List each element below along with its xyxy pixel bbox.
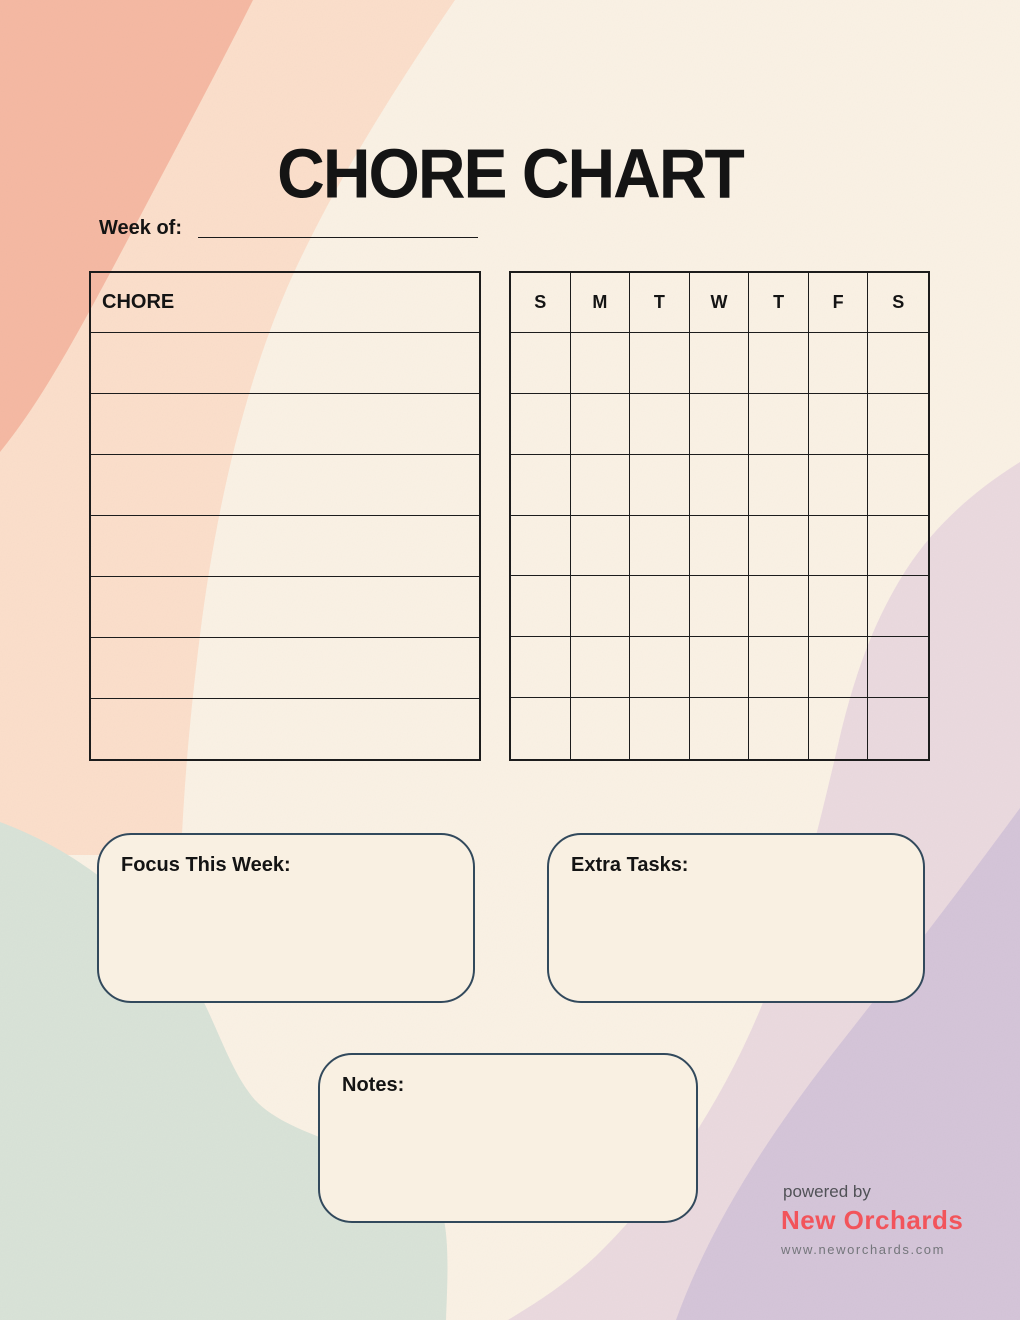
day-cell[interactable] <box>690 698 750 759</box>
chore-rows <box>91 333 479 759</box>
day-cell[interactable] <box>571 455 631 516</box>
day-cell[interactable] <box>571 698 631 759</box>
day-cell[interactable] <box>868 394 928 455</box>
day-cell[interactable] <box>749 394 809 455</box>
footer-branding <box>781 1182 963 1257</box>
day-cell[interactable] <box>571 394 631 455</box>
day-cell[interactable] <box>511 576 571 637</box>
day-cell[interactable] <box>630 637 690 698</box>
day-cell[interactable] <box>511 637 571 698</box>
day-cell[interactable] <box>511 698 571 759</box>
day-cell[interactable] <box>749 698 809 759</box>
day-cell[interactable] <box>630 455 690 516</box>
day-header-cell: W <box>690 273 750 333</box>
chore-row[interactable] <box>91 394 479 455</box>
day-cell[interactable] <box>511 516 571 577</box>
day-cell[interactable] <box>630 516 690 577</box>
days-grid <box>509 271 930 761</box>
day-header-cell: T <box>630 273 690 333</box>
day-header-cell: S <box>868 273 928 333</box>
day-cell[interactable] <box>690 516 750 577</box>
chore-row[interactable] <box>91 577 479 638</box>
day-cell[interactable] <box>511 455 571 516</box>
day-cell[interactable] <box>749 637 809 698</box>
day-cell[interactable] <box>809 516 869 577</box>
day-cell[interactable] <box>868 637 928 698</box>
day-cell[interactable] <box>630 333 690 394</box>
day-header-cell: F <box>809 273 869 333</box>
day-cell[interactable] <box>809 333 869 394</box>
brand-name: New Orchards <box>781 1205 964 1235</box>
day-cell[interactable] <box>571 576 631 637</box>
day-cell[interactable] <box>749 516 809 577</box>
page-title: CHORE CHART <box>277 133 743 213</box>
day-cell[interactable] <box>571 516 631 577</box>
day-cell[interactable] <box>868 455 928 516</box>
extra-tasks-box[interactable] <box>547 833 925 1003</box>
day-cell[interactable] <box>868 576 928 637</box>
day-cell[interactable] <box>809 698 869 759</box>
notes-label: Notes: <box>342 1074 405 1096</box>
day-cell[interactable] <box>868 698 928 759</box>
chore-row[interactable] <box>91 638 479 699</box>
day-cell[interactable] <box>749 455 809 516</box>
chore-column-header: CHORE <box>91 273 479 333</box>
chore-table <box>89 271 481 761</box>
day-cell[interactable] <box>809 394 869 455</box>
day-cell[interactable] <box>630 394 690 455</box>
chore-row[interactable] <box>91 455 479 516</box>
day-cell[interactable] <box>630 576 690 637</box>
website-text: www.neworchards.com <box>781 1242 946 1257</box>
chore-row[interactable] <box>91 699 479 759</box>
day-cell[interactable] <box>511 394 571 455</box>
day-cell[interactable] <box>868 516 928 577</box>
notes-box[interactable] <box>318 1053 698 1223</box>
day-cell[interactable] <box>809 455 869 516</box>
day-cell[interactable] <box>571 333 631 394</box>
day-cell[interactable] <box>690 576 750 637</box>
focus-this-week-box[interactable] <box>97 833 475 1003</box>
powered-by-text: powered by <box>783 1182 871 1201</box>
extra-tasks-label: Extra Tasks: <box>571 854 689 876</box>
day-cell[interactable] <box>690 455 750 516</box>
day-cell[interactable] <box>809 576 869 637</box>
day-cell[interactable] <box>809 637 869 698</box>
chore-row[interactable] <box>91 516 479 577</box>
focus-this-week-label: Focus This Week: <box>121 854 291 876</box>
day-cell[interactable] <box>690 333 750 394</box>
day-cell[interactable] <box>690 637 750 698</box>
day-cell[interactable] <box>630 698 690 759</box>
day-cell[interactable] <box>511 333 571 394</box>
day-cell[interactable] <box>690 394 750 455</box>
week-of-fill-line[interactable] <box>198 212 478 238</box>
day-cell[interactable] <box>749 333 809 394</box>
day-cell[interactable] <box>868 333 928 394</box>
week-of-label: Week of: <box>99 217 182 239</box>
chore-row[interactable] <box>91 333 479 394</box>
day-cell[interactable] <box>571 637 631 698</box>
day-header-cell: S <box>511 273 571 333</box>
day-header-cell: M <box>571 273 631 333</box>
day-cell[interactable] <box>749 576 809 637</box>
day-header-cell: T <box>749 273 809 333</box>
